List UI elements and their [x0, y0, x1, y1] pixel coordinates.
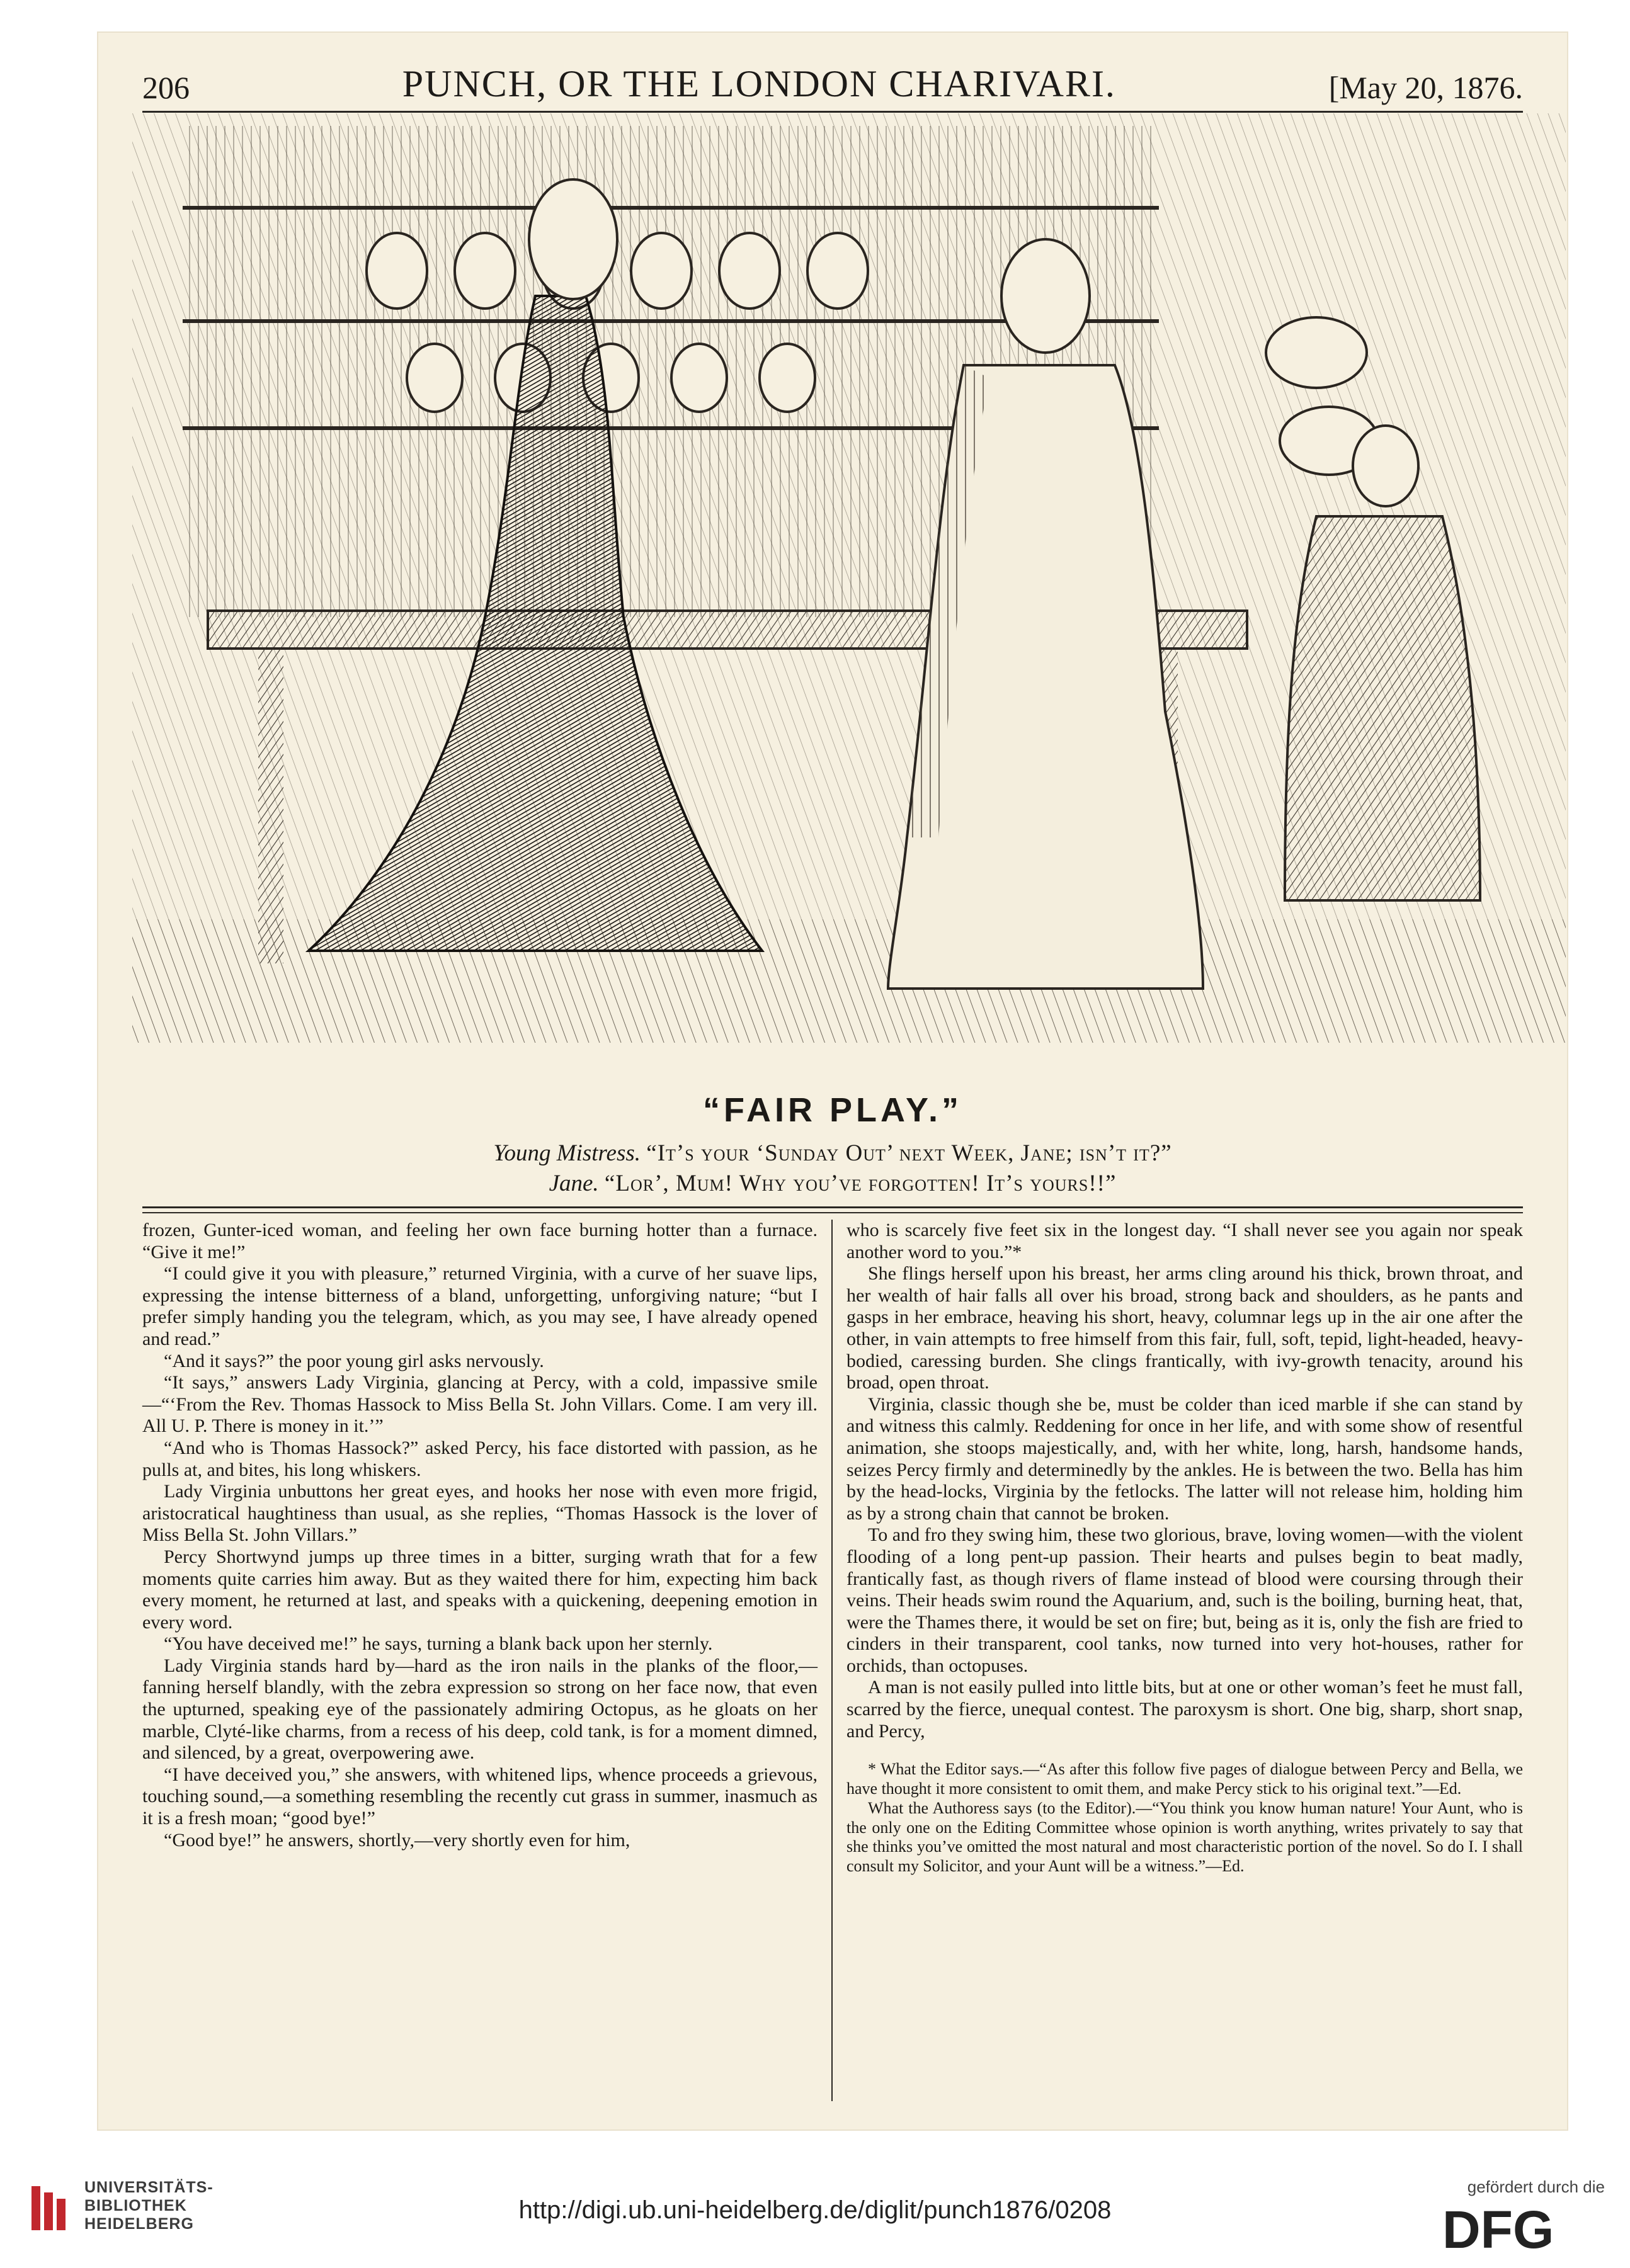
left-para: “It says,” answers Lady Virginia, glancing at Percy, with a cold, impassive smile—“‘From the Rev. Thomas Hassock to Miss Bella St. John Villars. Come. I am very ill. All U. P. There is money in it.’”	[142, 1372, 818, 1437]
page-number: 206	[142, 70, 190, 105]
left-para: Lady Virginia unbuttons her great eyes, and hooks her nose with even more frigid, aristocratical haughtiness than usual, as she replies, “Thomas Hassock is the lover of Miss Bella St. John Villars.”	[142, 1481, 818, 1546]
source-url[interactable]: http://digi.ub.uni-heidelberg.de/diglit/punch1876/0208	[518, 2196, 1112, 2224]
issue-date: [May 20, 1876.	[1328, 70, 1523, 105]
right-para: A man is not easily pulled into little bits, but at one or other woman’s feet he must fall, scarred by the fierce, unequal contest. The paroxysm is short. One big, sharp, short snap, and Percy,	[846, 1677, 1523, 1742]
header-rule	[142, 111, 1523, 113]
left-column	[142, 1220, 833, 2101]
left-para: “Good bye!” he answers, shortly,—very shortly even for him,	[164, 1829, 630, 1851]
caption-rule	[142, 1206, 1523, 1208]
dfg-logo-text: DFG	[1442, 2204, 1554, 2254]
publication-title: PUNCH, OR THE LONDON CHARIVARI.	[402, 63, 1116, 105]
left-para: “I have deceived you,” she answers, with whitened lips, whence proceeds a grievous, touching sound,—a something resembling the recently cut grass in summer, inasmuch as it is a fresh moan; “good bye!”	[142, 1764, 818, 1829]
caption-line-2	[142, 1170, 1523, 1197]
left-para: “You have deceived me!” he says, turning a blank back upon her sternly.	[164, 1633, 713, 1655]
left-para: Percy Shortwynd jumps up three times in a bitter, surging wrath that for a few moments quite carries him away. But as they waited there for him, expecting him back every moment, he returned at last, and speaks with a quickening, deepening emotion in every word.	[142, 1546, 818, 1633]
article-columns	[142, 1220, 1523, 2101]
caption-text-1: “It’s your ‘Sunday Out’ next Week, Jane; isn’t it?”	[646, 1140, 1172, 1166]
footnotes	[846, 1760, 1523, 1876]
caption-speaker-1: Young Mistress.	[493, 1140, 641, 1166]
caption-line-1	[142, 1140, 1523, 1167]
institution-line-3: HEIDELBERG	[84, 2215, 194, 2233]
left-para: “And who is Thomas Hassock?” asked Percy, his face distorted with passion, as he pulls at, and bites, his long whiskers.	[142, 1437, 818, 1480]
footnote-editor: * What the Editor says.—“As after this follow five pages of dialogue between Percy and Bella, we have thought it more consistent to omit them, and make Percy stick to his original text.”—Ed.	[846, 1760, 1523, 1798]
caption-rule-thin	[142, 1212, 1523, 1213]
footnote-authoress: What the Authoress says (to the Editor).—“You think you know human nature! Your Aunt, who is the only one on the Editing Committee whose opinion is worth anything, writes privately to say that she thinks you’ve omitted the most natural and most characteristic portion of the novel. So do I. I shall consult my Solicitor, and your Aunt will be a witness.”—Ed.	[846, 1798, 1523, 1876]
right-para: To and fro they swing him, these two glorious, brave, loving women—with the violent flooding of a long pent-up passion. Their hearts and pulses begin to beat madly, frantically fast, as though rivers of flame instead of blood were coursing through their veins. Their heads swim round the Aquarium, and, such is the boiling, burning heat, that, were the Thames there, it would be set on fire; but, being as it is, only the fish are fried to cinders in their transparent, cool tanks, now turned into very hot-houses, rather for orchids, than octopuses.	[846, 1524, 1523, 1676]
caption-speaker-2: Jane.	[549, 1171, 599, 1196]
digitization-footer	[0, 2166, 1630, 2268]
kitchen-scene-illustration	[132, 113, 1566, 1043]
fair-play-engraving	[132, 113, 1566, 1043]
right-para: She flings herself upon his breast, her arms cling around his thick, brown throat, and her wealth of hair falls all over his broad, strong back and shoulders, as he pants and gasps in her embrace, heaving his short, heavy, columnar legs up in the air one after the other, in vain attempts to free himself from this fair, full, soft, tepid, light-headed, heavy-bodied, caressing burden. She clings frantically, with ivy-growth tenacity, around his broad, open throat.	[846, 1263, 1523, 1393]
institution-line-2: BIBLIOTHEK	[84, 2197, 187, 2214]
left-para: Lady Virginia stands hard by—hard as the iron nails in the planks of the floor,—fanning herself blandly, with the zebra expression so strong on her face now, that even the upturned, speaking eye of the passionately admiring Octopus, as he gloats on her marble, Clyté-like charms, from a recess of his deep, cold tank, is for a moment dimned, and silenced, by a great, overpowering awe.	[142, 1655, 818, 1764]
sponsor-label: gefördert durch die	[1467, 2177, 1605, 2196]
left-para: “I could give it you with pleasure,” returned Virginia, with a curve of her suave lips, expressing the intense bitterness of a bland, unforgetting, unforgiving nature; “but I prefer simply handing you the telegram, which, as you may see, I have already opened and read.”	[142, 1263, 818, 1349]
page-header	[142, 49, 1523, 106]
right-column	[833, 1220, 1523, 2101]
left-para: frozen, Gunter-iced woman, and feeling her own face burning hotter than a furnace. “Give it me!”	[142, 1220, 818, 1262]
caption-text-2: “Lor’, Mum! Why you’ve forgotten! It’s yours!!”	[604, 1171, 1117, 1196]
cartoon-title: “FAIR PLAY.”	[702, 1091, 963, 1129]
right-para: who is scarcely five feet six in the longest day. “I shall never see you again nor speak another word to you.”*	[846, 1220, 1523, 1262]
dfg-logo-icon	[1442, 2204, 1605, 2254]
left-para: “And it says?” the poor young girl asks nervously.	[164, 1350, 544, 1371]
institution-line-1: UNIVERSITÄTS-	[84, 2179, 214, 2196]
right-para: Virginia, classic though she be, must be colder than iced marble if she can stand by and witness this calmly. Reddening for once in her life, and with some show of resentful animation, she stoops majestically, and, with her white, long, harsh, handsome hands, seizes Percy firmly and determinedly by the ankles. He is between the two. Bella has him by the head-locks, Virginia by the fetlocks. The latter will not release him, holding him as by a strong chain that cannot be broken.	[846, 1393, 1523, 1524]
